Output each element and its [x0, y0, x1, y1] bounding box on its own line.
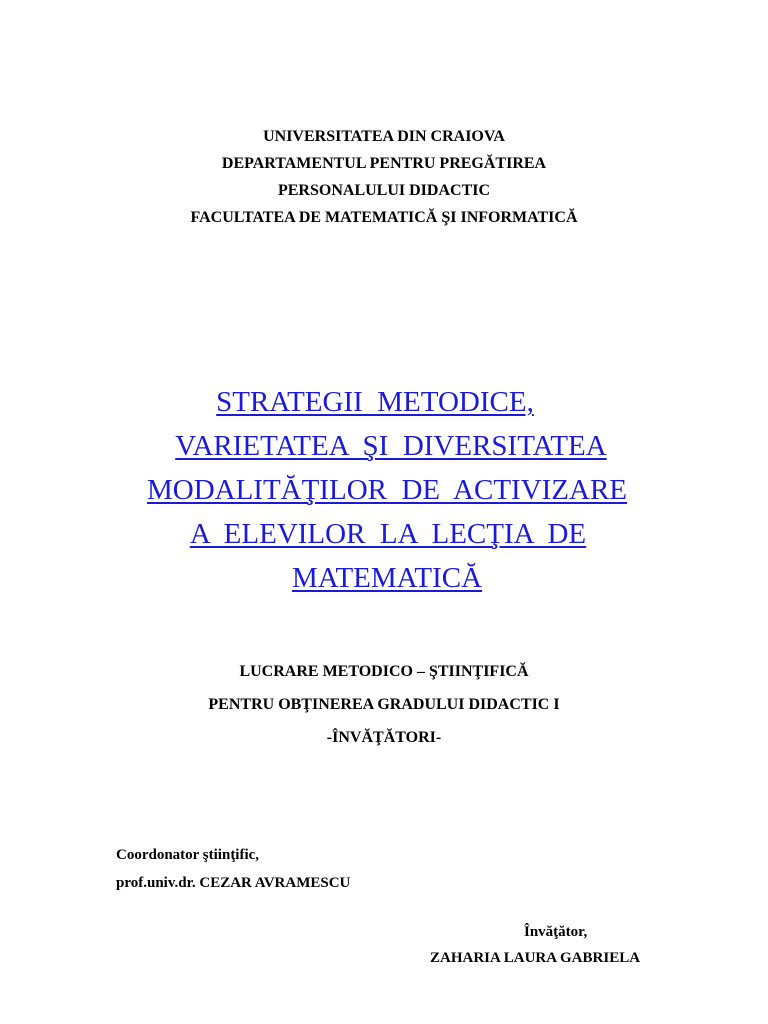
coordinator-label: Coordonator ştiinţific,: [116, 847, 260, 863]
title-line-5-text: MATEMATICĂ: [291, 562, 483, 594]
title-line-3-text: MODALITĂŢILOR DE ACTIVIZARE: [146, 474, 628, 506]
title-line-2: [0, 424, 768, 468]
title-line-4: [0, 512, 768, 556]
subtitle-line-3: -ÎNVĂŢĂTORI-: [326, 729, 442, 746]
faculty-name: FACULTATEA DE MATEMATICĂ ŞI INFORMATICĂ: [190, 209, 578, 226]
institution-header: [0, 123, 768, 231]
coordinator-name: prof.univ.dr. CEZAR AVRAMESCU: [116, 875, 351, 891]
title-line-5: [0, 556, 768, 600]
department-name-line-2: PERSONALULUI DIDACTIC: [277, 182, 491, 199]
author-label: Învăţător,: [524, 924, 588, 940]
coordinator-block: [116, 841, 350, 897]
university-name: UNIVERSITATEA DIN CRAIOVA: [263, 128, 505, 145]
thesis-title: [0, 380, 768, 600]
title-line-4-text: A ELEVILOR LA LECŢIA DE: [189, 518, 587, 550]
thesis-subtitle: [0, 655, 768, 754]
department-name-line-1: DEPARTAMENTUL PENTRU PREGĂTIREA: [221, 155, 547, 172]
title-line-1: [0, 380, 768, 424]
title-line-3: [0, 468, 768, 512]
subtitle-line-1: LUCRARE METODICO – ŞTIINŢIFICĂ: [239, 663, 529, 680]
title-line-2-text: VARIETATEA ŞI DIVERSITATEA: [175, 430, 607, 462]
title-line-1-text: STRATEGII METODICE,: [216, 386, 534, 418]
subtitle-line-2: PENTRU OBŢINEREA GRADULUI DIDACTIC I: [208, 696, 560, 713]
author-name: ZAHARIA LAURA GABRIELA: [430, 950, 641, 966]
